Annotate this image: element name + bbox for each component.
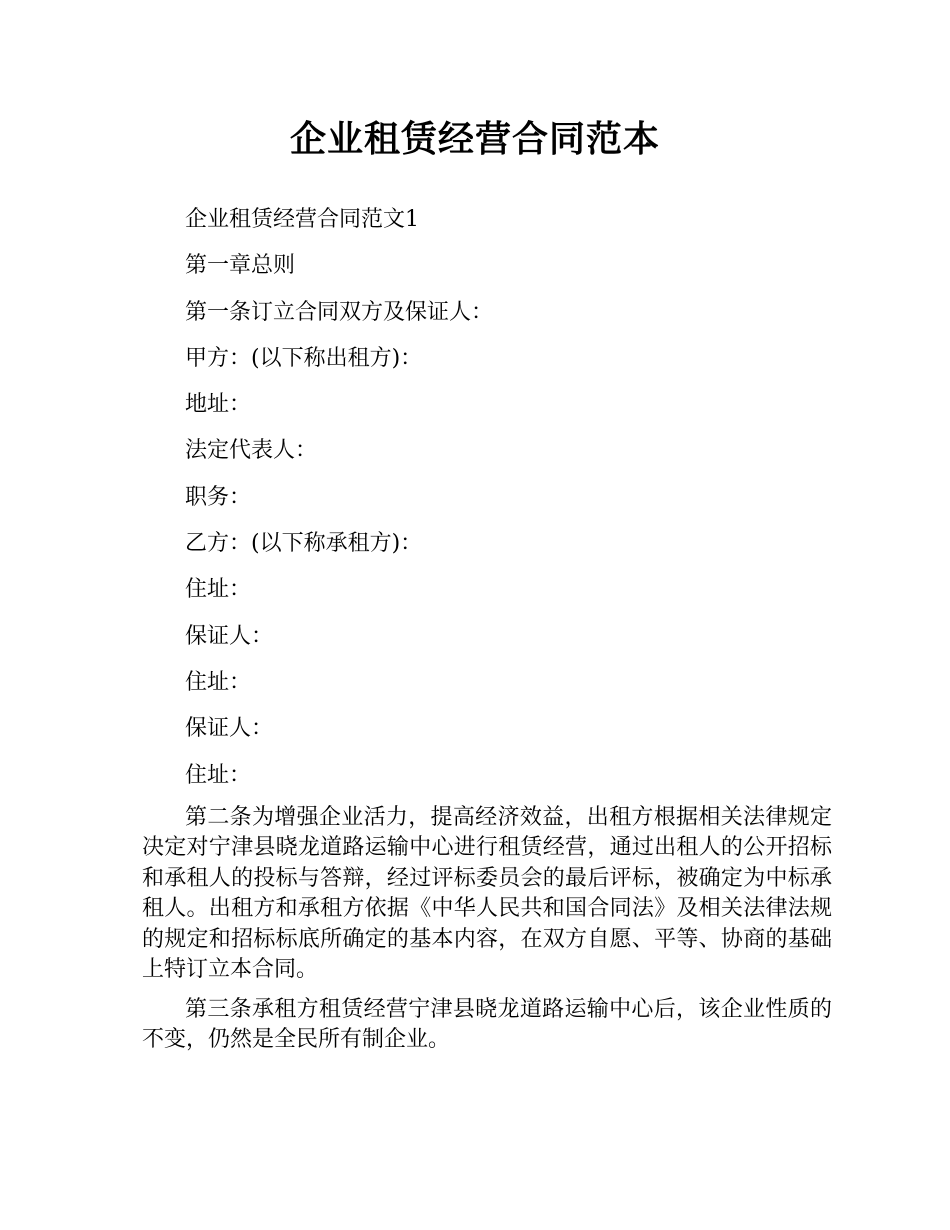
article-3-paragraph: 第三条承租方租赁经营宁津县晓龙道路运输中心后，该企业性质的不变，仍然是全民所有制企业。 [142, 996, 832, 1053]
party-b-label: 乙方：(以下称承租方)： [185, 531, 423, 557]
legal-representative-label: 法定代表人： [185, 438, 318, 464]
article-2-paragraph: 第二条为增强企业活力，提高经济效益，出租方根据相关法律规定决定对宁津县晓龙道路运输中心进行租赁经营，通过出租人的公开招标和承租人的投标与答辩，经过评标委员会的最后评标，被确定为中标承租人。出租方和承租方依据《中华人民共和国合同法》及相关法律法规的规定和招标标底所确定的基本内容，在双方自愿、平等、协商的基础上特订立本合同。 [142, 804, 832, 983]
chapter-heading: 第一章总则 [185, 253, 296, 279]
guarantor-1-address-label: 住址： [185, 669, 252, 695]
position-label: 职务： [185, 484, 252, 510]
guarantor-2-address-label: 住址： [185, 762, 252, 788]
party-a-address-label: 地址： [185, 392, 252, 418]
article-1-heading: 第一条订立合同双方及保证人： [185, 299, 494, 325]
document-body [142, 197, 832, 1056]
party-b-address-label: 住址： [185, 577, 252, 603]
document-title: 企业租赁经营合同范本 [289, 119, 660, 160]
guarantor-1-label: 保证人： [185, 623, 274, 649]
party-a-label: 甲方：(以下称出租方)： [185, 345, 423, 371]
section-heading: 企业租赁经营合同范文1 [185, 207, 419, 232]
guarantor-2-label: 保证人： [185, 716, 274, 742]
